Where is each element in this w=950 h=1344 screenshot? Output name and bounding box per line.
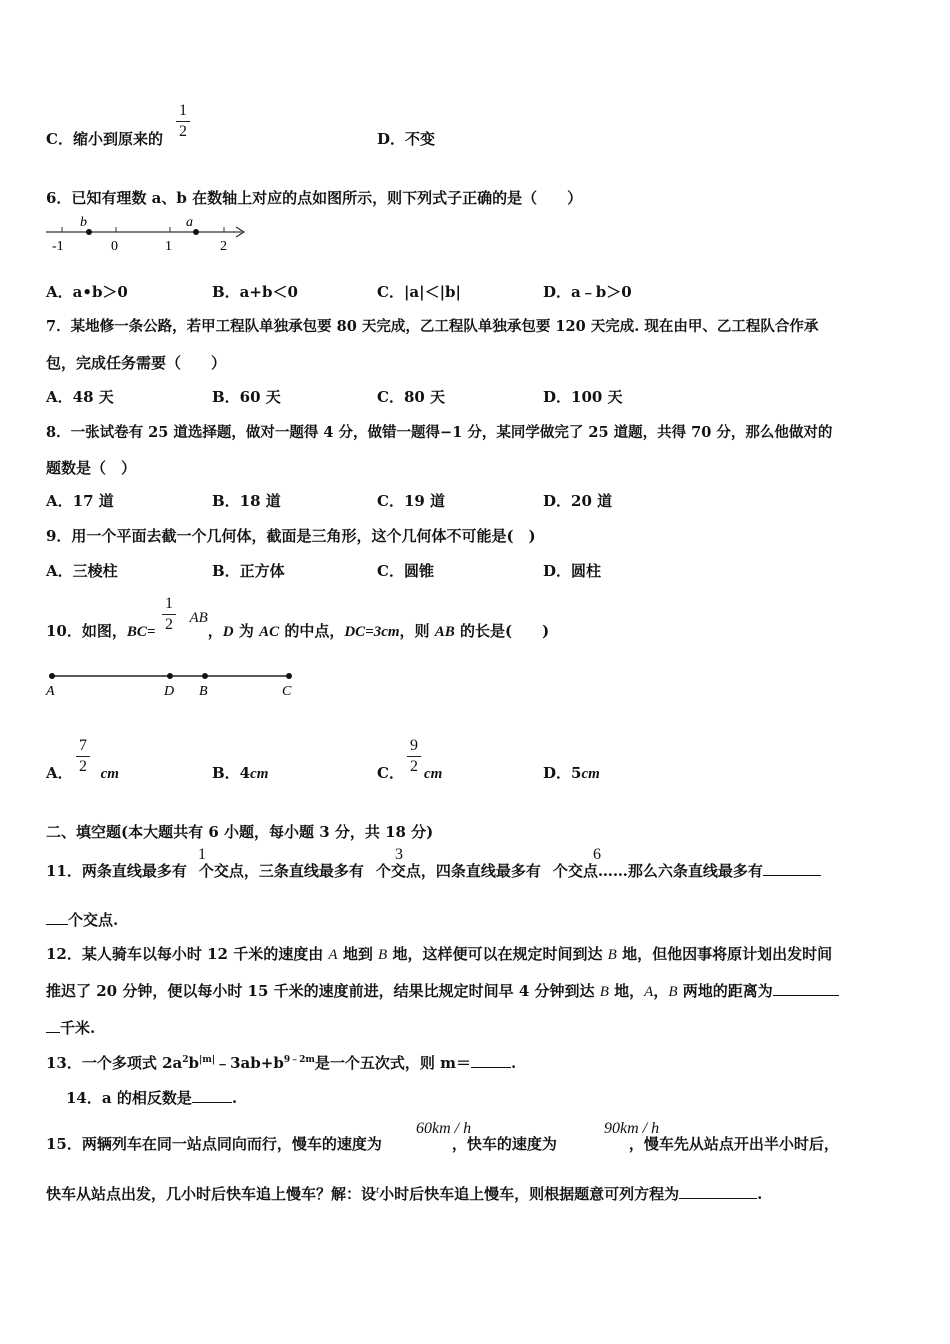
q8-option-d: D．20 道 — [543, 492, 613, 510]
q10-stem-fraction — [162, 596, 176, 633]
q10-option-a-fraction: 7 2 — [76, 738, 90, 775]
point-label-d: D — [164, 684, 175, 699]
q12-line1: 12．某人骑车以每小时 12 千米的速度由 A 地到 B 地，这样便可以在规定时间到达 B 地，但他因事将原计划出发时间 — [46, 945, 833, 963]
q8-line2: 题数是（ ） — [46, 459, 137, 477]
q6-option-d: D．a﹣b＞0 — [543, 283, 632, 301]
q11-n2: 3 — [395, 846, 403, 863]
segment-figure — [44, 668, 304, 704]
q6-stem: 6．已知有理数 a、b 在数轴上对应的点如图所示，则下列式子正确的是（ ） — [46, 189, 583, 207]
q8-option-b: B．18 道 — [212, 492, 281, 510]
q9-option-c: C．圆锥 — [377, 562, 434, 580]
section-title: 二、填空题(本大题共有 6 小题，每小题 3 分，共 18 分) — [46, 823, 434, 841]
q9-option-a: A．三棱柱 — [46, 562, 118, 580]
q7-option-d: D．100 天 — [543, 388, 623, 406]
tick-label: 1 — [165, 239, 172, 254]
q10-option-d: D．5cm — [543, 764, 600, 782]
fraction-denominator: 2 — [165, 616, 173, 633]
q11-line1: 11．两条直线最多有 个交点，三条直线最多有 个交点，四条直线最多有 个交点……那么六条直线最多有 — [46, 860, 821, 881]
q15-line1: 15．两辆列车在同一站点同向而行，慢车的速度为 ，快车的速度为 ，慢车先从站点开出半小时后， — [46, 1135, 839, 1153]
point-a — [193, 229, 199, 235]
fraction-numerator: 1 — [165, 595, 173, 612]
number-line-figure — [44, 214, 254, 254]
q10-option-b: B．4cm — [212, 764, 269, 782]
q11-line2: 个交点. — [46, 909, 118, 930]
label-b: b — [80, 215, 87, 230]
q8-option-a: A．17 道 — [46, 492, 114, 510]
point-label-a: A — [46, 684, 55, 699]
q7-option-c: C．80 天 — [377, 388, 446, 406]
fraction-numerator: 1 — [179, 102, 187, 119]
q13: 13．一个多项式 $2a^2b^{|m|}﹣3ab+b^{9﹣2m}$是一个五次式，则 m＝ . — [46, 1054, 517, 1072]
fraction-denominator: 2 — [179, 123, 187, 140]
q7-line1: 7．某地修一条公路，若甲工程队单独承包要 80 天完成，乙工程队单独承包要 120 天完成. 现在由甲、乙工程队合作承 — [46, 318, 819, 335]
q10-stem: 10．如图，BC=AB，D 为 AC 的中点，DC=3cm，则 AB 的长是( ) — [46, 610, 550, 640]
q5-option-c — [46, 128, 163, 149]
q7-line2: 包，完成任务需要（ ） — [46, 354, 227, 372]
q12-line2: 推迟了 20 分钟，便以每小时 15 千米的速度前进，结果比规定时间早 4 分钟到达 B 地，A，B 两地的距离为 — [46, 980, 839, 1001]
q8-option-c: C．19 道 — [377, 492, 446, 510]
q7-option-b: B．60 天 — [212, 388, 281, 406]
q10-option-c: C． cm — [377, 764, 443, 782]
point-label-b: B — [199, 684, 208, 699]
q9-option-b: B．正方体 — [212, 562, 285, 580]
point-label-c: C — [282, 684, 292, 699]
tick-label: -1 — [52, 239, 64, 254]
q9-stem: 9．用一个平面去截一个几何体，截面是三角形，这个几何体不可能是( ) — [46, 527, 536, 545]
q12-line3: 千米. — [46, 1017, 95, 1038]
q14: 14．a 的相反数是 . — [66, 1089, 238, 1107]
label-a: a — [186, 215, 193, 230]
q10-option-a: A． cm — [46, 764, 119, 782]
q15-speed-slow: 60km / h — [416, 1120, 472, 1137]
q11-n1: 1 — [198, 846, 206, 863]
q10-option-c-fraction: 9 2 — [407, 738, 421, 775]
q5-option-c-fraction — [176, 103, 190, 140]
q15-speed-fast: 90km / h — [604, 1120, 660, 1137]
q6-option-b: B．a+b＜0 — [212, 283, 298, 301]
q9-option-d: D．圆柱 — [543, 562, 602, 580]
tick-label: 0 — [111, 239, 118, 254]
q8-line1: 8．一张试卷有 25 道选择题，做对一题得 4 分，做错一题得−1 分，某同学做完了 25 道题，共得 70 分，那么他做对的 — [46, 424, 833, 441]
q7-option-a: A．48 天 — [46, 388, 114, 406]
q15-line2: 快车从站点出发，几小时后快车追上慢车？解：设$^t$小时后快车追上慢车，则根据题意可列方程为 . — [46, 1184, 763, 1203]
q6-option-c: C．|a|＜|b| — [377, 283, 461, 301]
q6-option-a: A．a•b＞0 — [46, 283, 128, 301]
q11-n3: 6 — [593, 846, 601, 863]
tick-label: 2 — [220, 239, 227, 254]
q5-option-d: D．不变 — [377, 130, 436, 148]
q5-option-c-text: C．缩小到原来的 — [46, 130, 163, 148]
